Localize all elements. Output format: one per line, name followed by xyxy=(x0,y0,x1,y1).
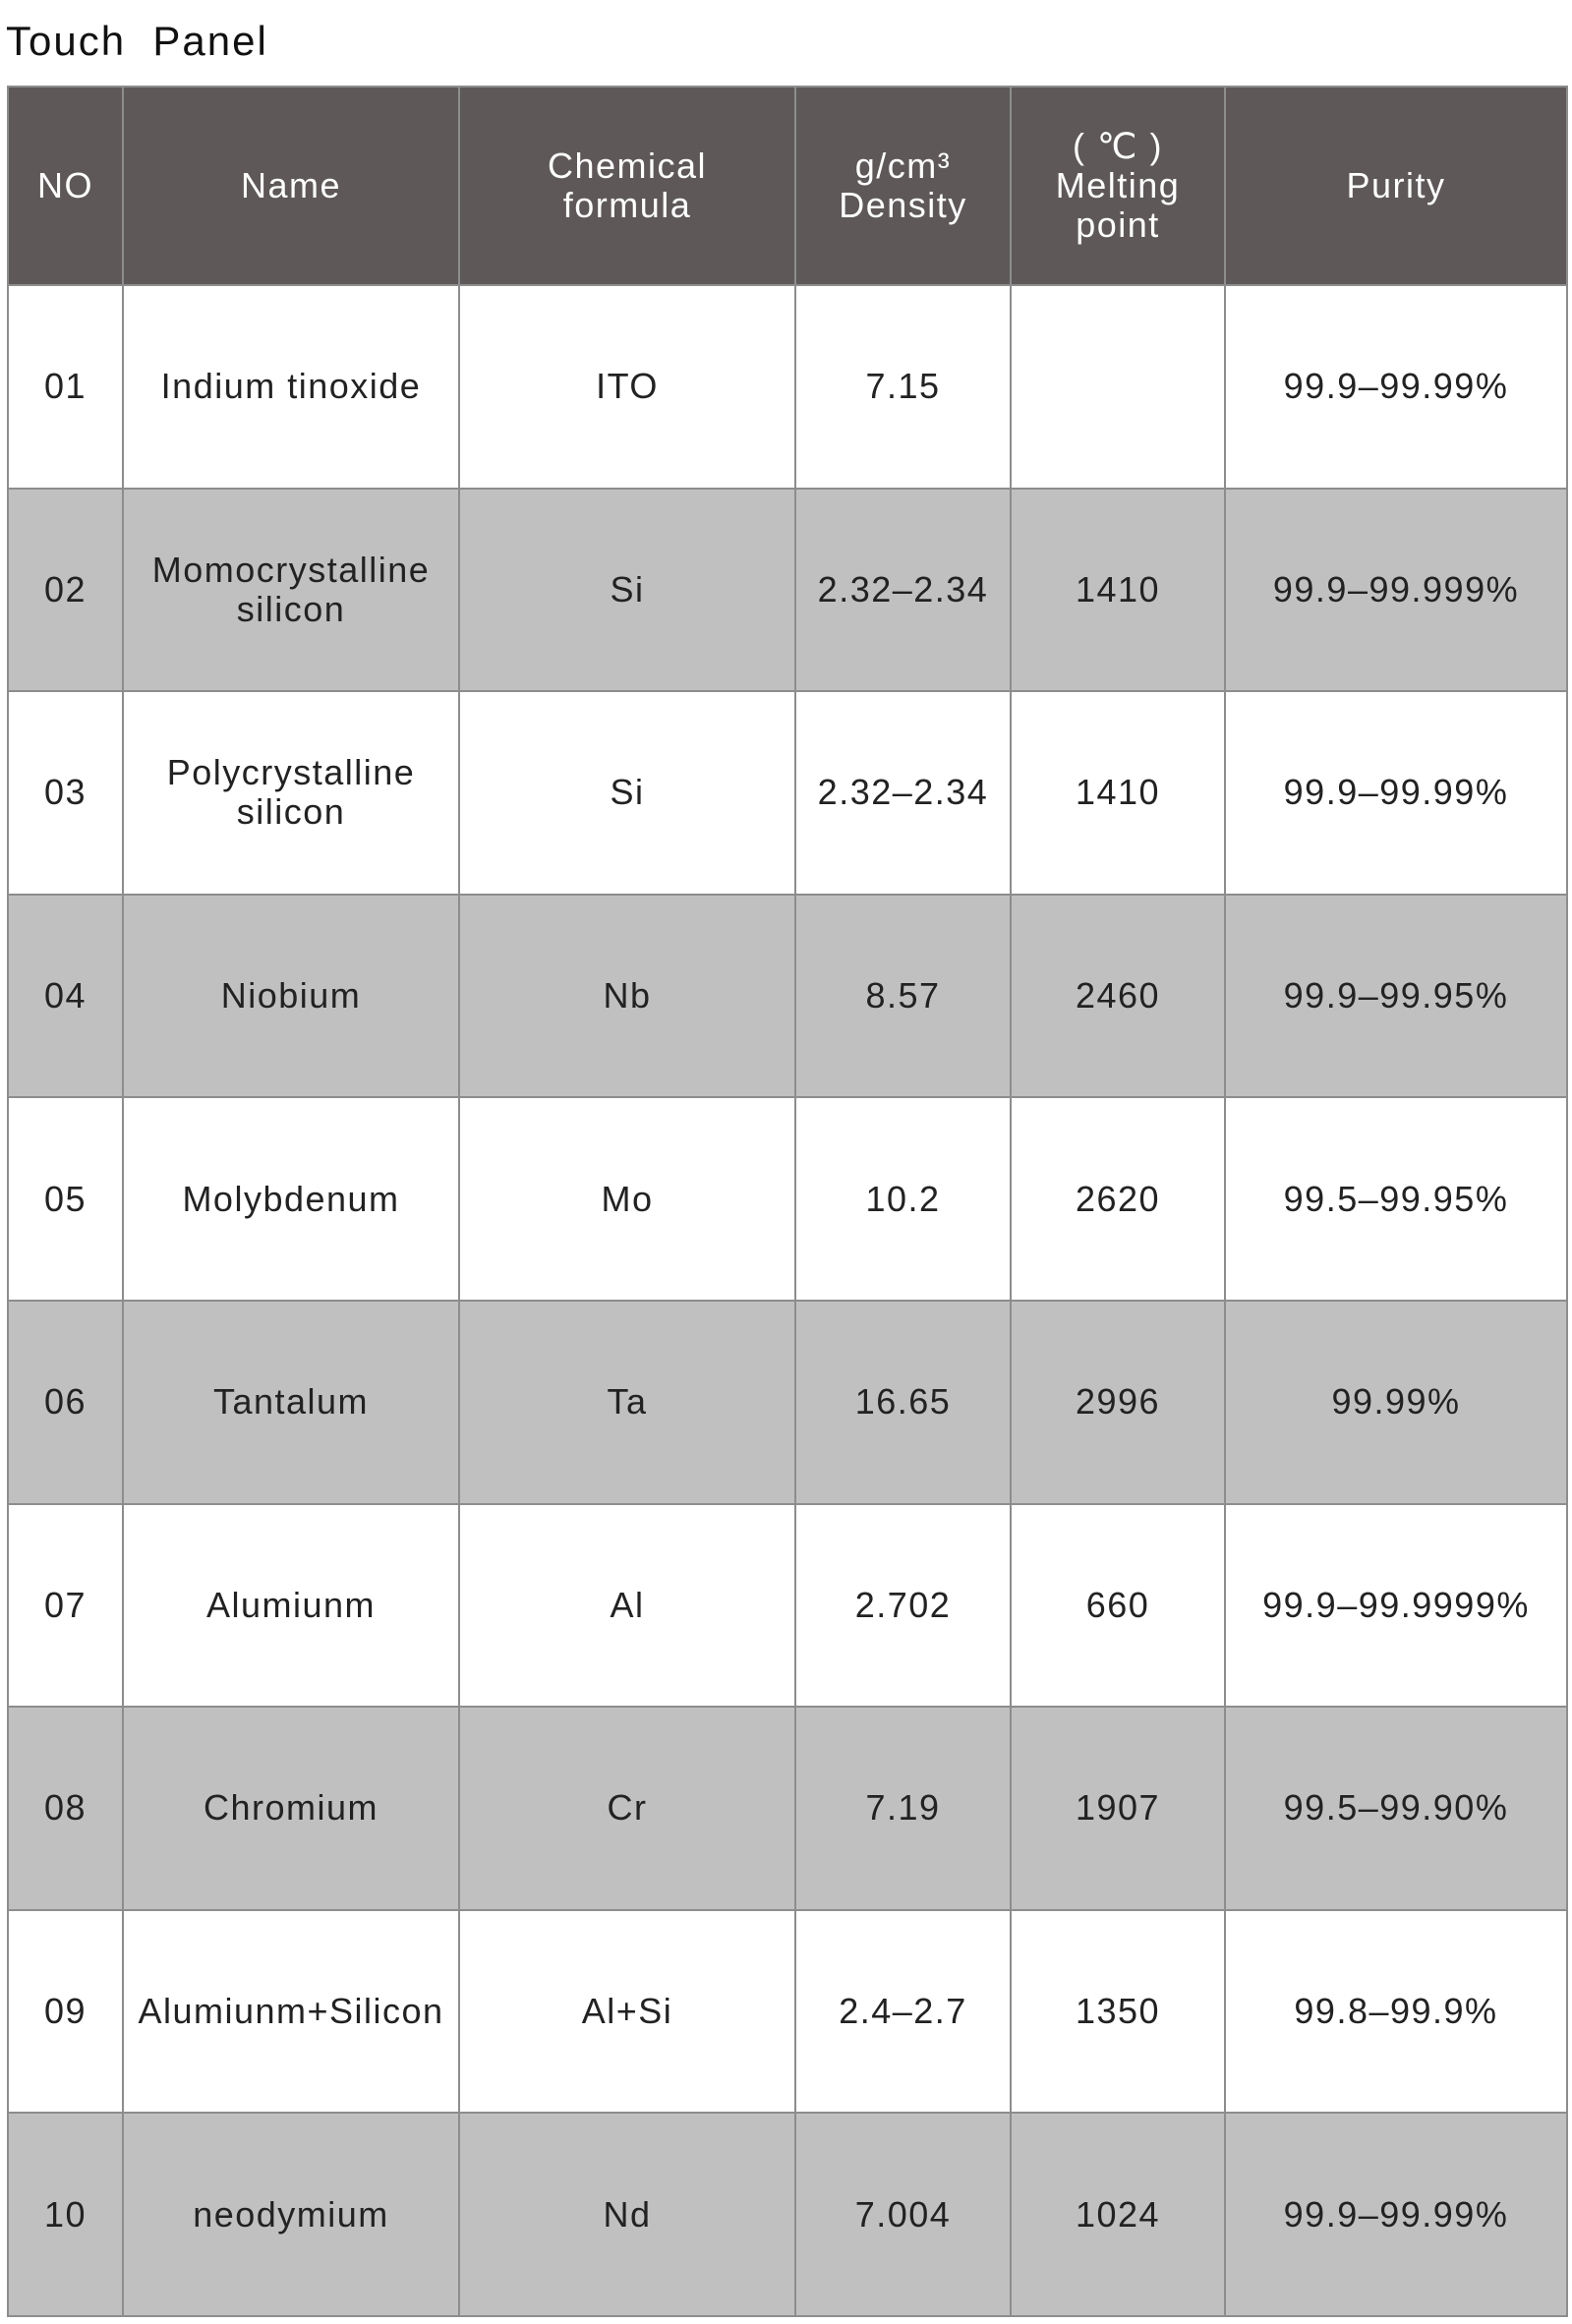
cell-name-line: Alumiunm+Silicon xyxy=(138,1991,444,2032)
cell-name-line: Momocrystalline xyxy=(151,549,431,590)
cell-name xyxy=(123,2113,459,2316)
cell-formula: Si xyxy=(459,691,795,895)
cell-purity: 99.9–99.99% xyxy=(1225,691,1567,895)
cell-purity: 99.9–99.999% xyxy=(1225,489,1567,692)
cell-name xyxy=(123,1097,459,1301)
header-name-label: Name xyxy=(240,165,342,205)
cell-density: 8.57 xyxy=(795,895,1011,1098)
cell-melting-point: 2460 xyxy=(1011,895,1225,1098)
header-formula-line-1: Chemical xyxy=(547,145,708,186)
cell-melting-point xyxy=(1011,285,1225,489)
cell-name-line: Molybdenum xyxy=(182,1178,400,1219)
table-row xyxy=(8,895,1567,1098)
cell-name-line: neodymium xyxy=(193,2193,389,2235)
header-row xyxy=(8,87,1567,285)
cell-density: 2.32–2.34 xyxy=(795,489,1011,692)
cell-name xyxy=(123,691,459,895)
cell-name xyxy=(123,285,459,489)
cell-name-line: silicon xyxy=(236,588,346,629)
cell-melting-point: 1410 xyxy=(1011,691,1225,895)
table-row xyxy=(8,285,1567,489)
cell-melting-point: 1350 xyxy=(1011,1910,1225,2114)
cell-no: 09 xyxy=(8,1910,123,2114)
header-no-label: NO xyxy=(37,165,93,205)
materials-table xyxy=(7,86,1568,2317)
cell-purity: 99.9–99.99% xyxy=(1225,2113,1567,2316)
header-density-label: Density xyxy=(839,185,967,225)
header-name xyxy=(123,87,459,285)
cell-name-line: silicon xyxy=(236,791,346,833)
cell-no: 07 xyxy=(8,1504,123,1708)
cell-density: 7.15 xyxy=(795,285,1011,489)
cell-no: 03 xyxy=(8,691,123,895)
cell-density: 7.19 xyxy=(795,1707,1011,1910)
cell-melting-point: 1907 xyxy=(1011,1707,1225,1910)
cell-name xyxy=(123,895,459,1098)
table-row xyxy=(8,1301,1567,1504)
cell-name xyxy=(123,1910,459,2114)
cell-no: 04 xyxy=(8,895,123,1098)
cell-name-line: Niobium xyxy=(220,975,362,1017)
table-row xyxy=(8,1504,1567,1708)
cell-name-line: Indium tinoxide xyxy=(160,366,422,407)
cell-purity: 99.9–99.95% xyxy=(1225,895,1567,1098)
cell-formula: Al xyxy=(459,1504,795,1708)
cell-formula: Al+Si xyxy=(459,1910,795,2114)
cell-purity: 99.8–99.9% xyxy=(1225,1910,1567,2114)
header-purity-label: Purity xyxy=(1346,165,1446,205)
header-melting-point xyxy=(1011,87,1225,285)
cell-purity: 99.5–99.90% xyxy=(1225,1707,1567,1910)
cell-melting-point: 2996 xyxy=(1011,1301,1225,1504)
cell-melting-point: 660 xyxy=(1011,1504,1225,1708)
cell-name-line: Alumiunm xyxy=(205,1584,377,1625)
cell-name xyxy=(123,1707,459,1910)
header-melting-line-1: Melting xyxy=(1055,165,1181,205)
cell-name xyxy=(123,1504,459,1708)
cell-melting-point: 1410 xyxy=(1011,489,1225,692)
table-row xyxy=(8,1910,1567,2114)
cell-purity: 99.99% xyxy=(1225,1301,1567,1504)
cell-no: 10 xyxy=(8,2113,123,2316)
cell-purity: 99.9–99.99% xyxy=(1225,285,1567,489)
header-density xyxy=(795,87,1011,285)
table-row xyxy=(8,1097,1567,1301)
header-no xyxy=(8,87,123,285)
cell-formula: Ta xyxy=(459,1301,795,1504)
cell-density: 2.32–2.34 xyxy=(795,691,1011,895)
table-row xyxy=(8,2113,1567,2316)
cell-formula: Nd xyxy=(459,2113,795,2316)
cell-no: 02 xyxy=(8,489,123,692)
header-formula-line-2: formula xyxy=(562,185,692,225)
cell-melting-point: 1024 xyxy=(1011,2113,1225,2316)
cell-density: 7.004 xyxy=(795,2113,1011,2316)
cell-density: 16.65 xyxy=(795,1301,1011,1504)
materials-table-container xyxy=(7,86,1566,2317)
cell-no: 08 xyxy=(8,1707,123,1910)
table-body xyxy=(8,285,1567,2316)
cell-name xyxy=(123,489,459,692)
cell-name-line: Chromium xyxy=(203,1787,379,1829)
cell-formula: ITO xyxy=(459,285,795,489)
cell-name xyxy=(123,1301,459,1504)
header-melting-unit: ( ℃ ) xyxy=(1073,126,1163,166)
cell-melting-point: 2620 xyxy=(1011,1097,1225,1301)
header-melting-line-2: point xyxy=(1076,204,1160,245)
cell-density: 2.4–2.7 xyxy=(795,1910,1011,2114)
header-purity xyxy=(1225,87,1567,285)
cell-formula: Nb xyxy=(459,895,795,1098)
cell-name-line: Polycrystalline xyxy=(166,752,416,793)
header-chemical-formula xyxy=(459,87,795,285)
header-density-unit: g/cm³ xyxy=(854,145,952,186)
cell-density: 2.702 xyxy=(795,1504,1011,1708)
page-title: Touch Panel xyxy=(6,18,268,64)
cell-no: 01 xyxy=(8,285,123,489)
table-row xyxy=(8,691,1567,895)
table-row xyxy=(8,489,1567,692)
table-row xyxy=(8,1707,1567,1910)
cell-no: 05 xyxy=(8,1097,123,1301)
cell-purity: 99.9–99.9999% xyxy=(1225,1504,1567,1708)
cell-purity: 99.5–99.95% xyxy=(1225,1097,1567,1301)
cell-formula: Mo xyxy=(459,1097,795,1301)
cell-no: 06 xyxy=(8,1301,123,1504)
cell-density: 10.2 xyxy=(795,1097,1011,1301)
cell-formula: Cr xyxy=(459,1707,795,1910)
table-header xyxy=(8,87,1567,285)
cell-formula: Si xyxy=(459,489,795,692)
cell-name-line: Tantalum xyxy=(212,1381,370,1423)
